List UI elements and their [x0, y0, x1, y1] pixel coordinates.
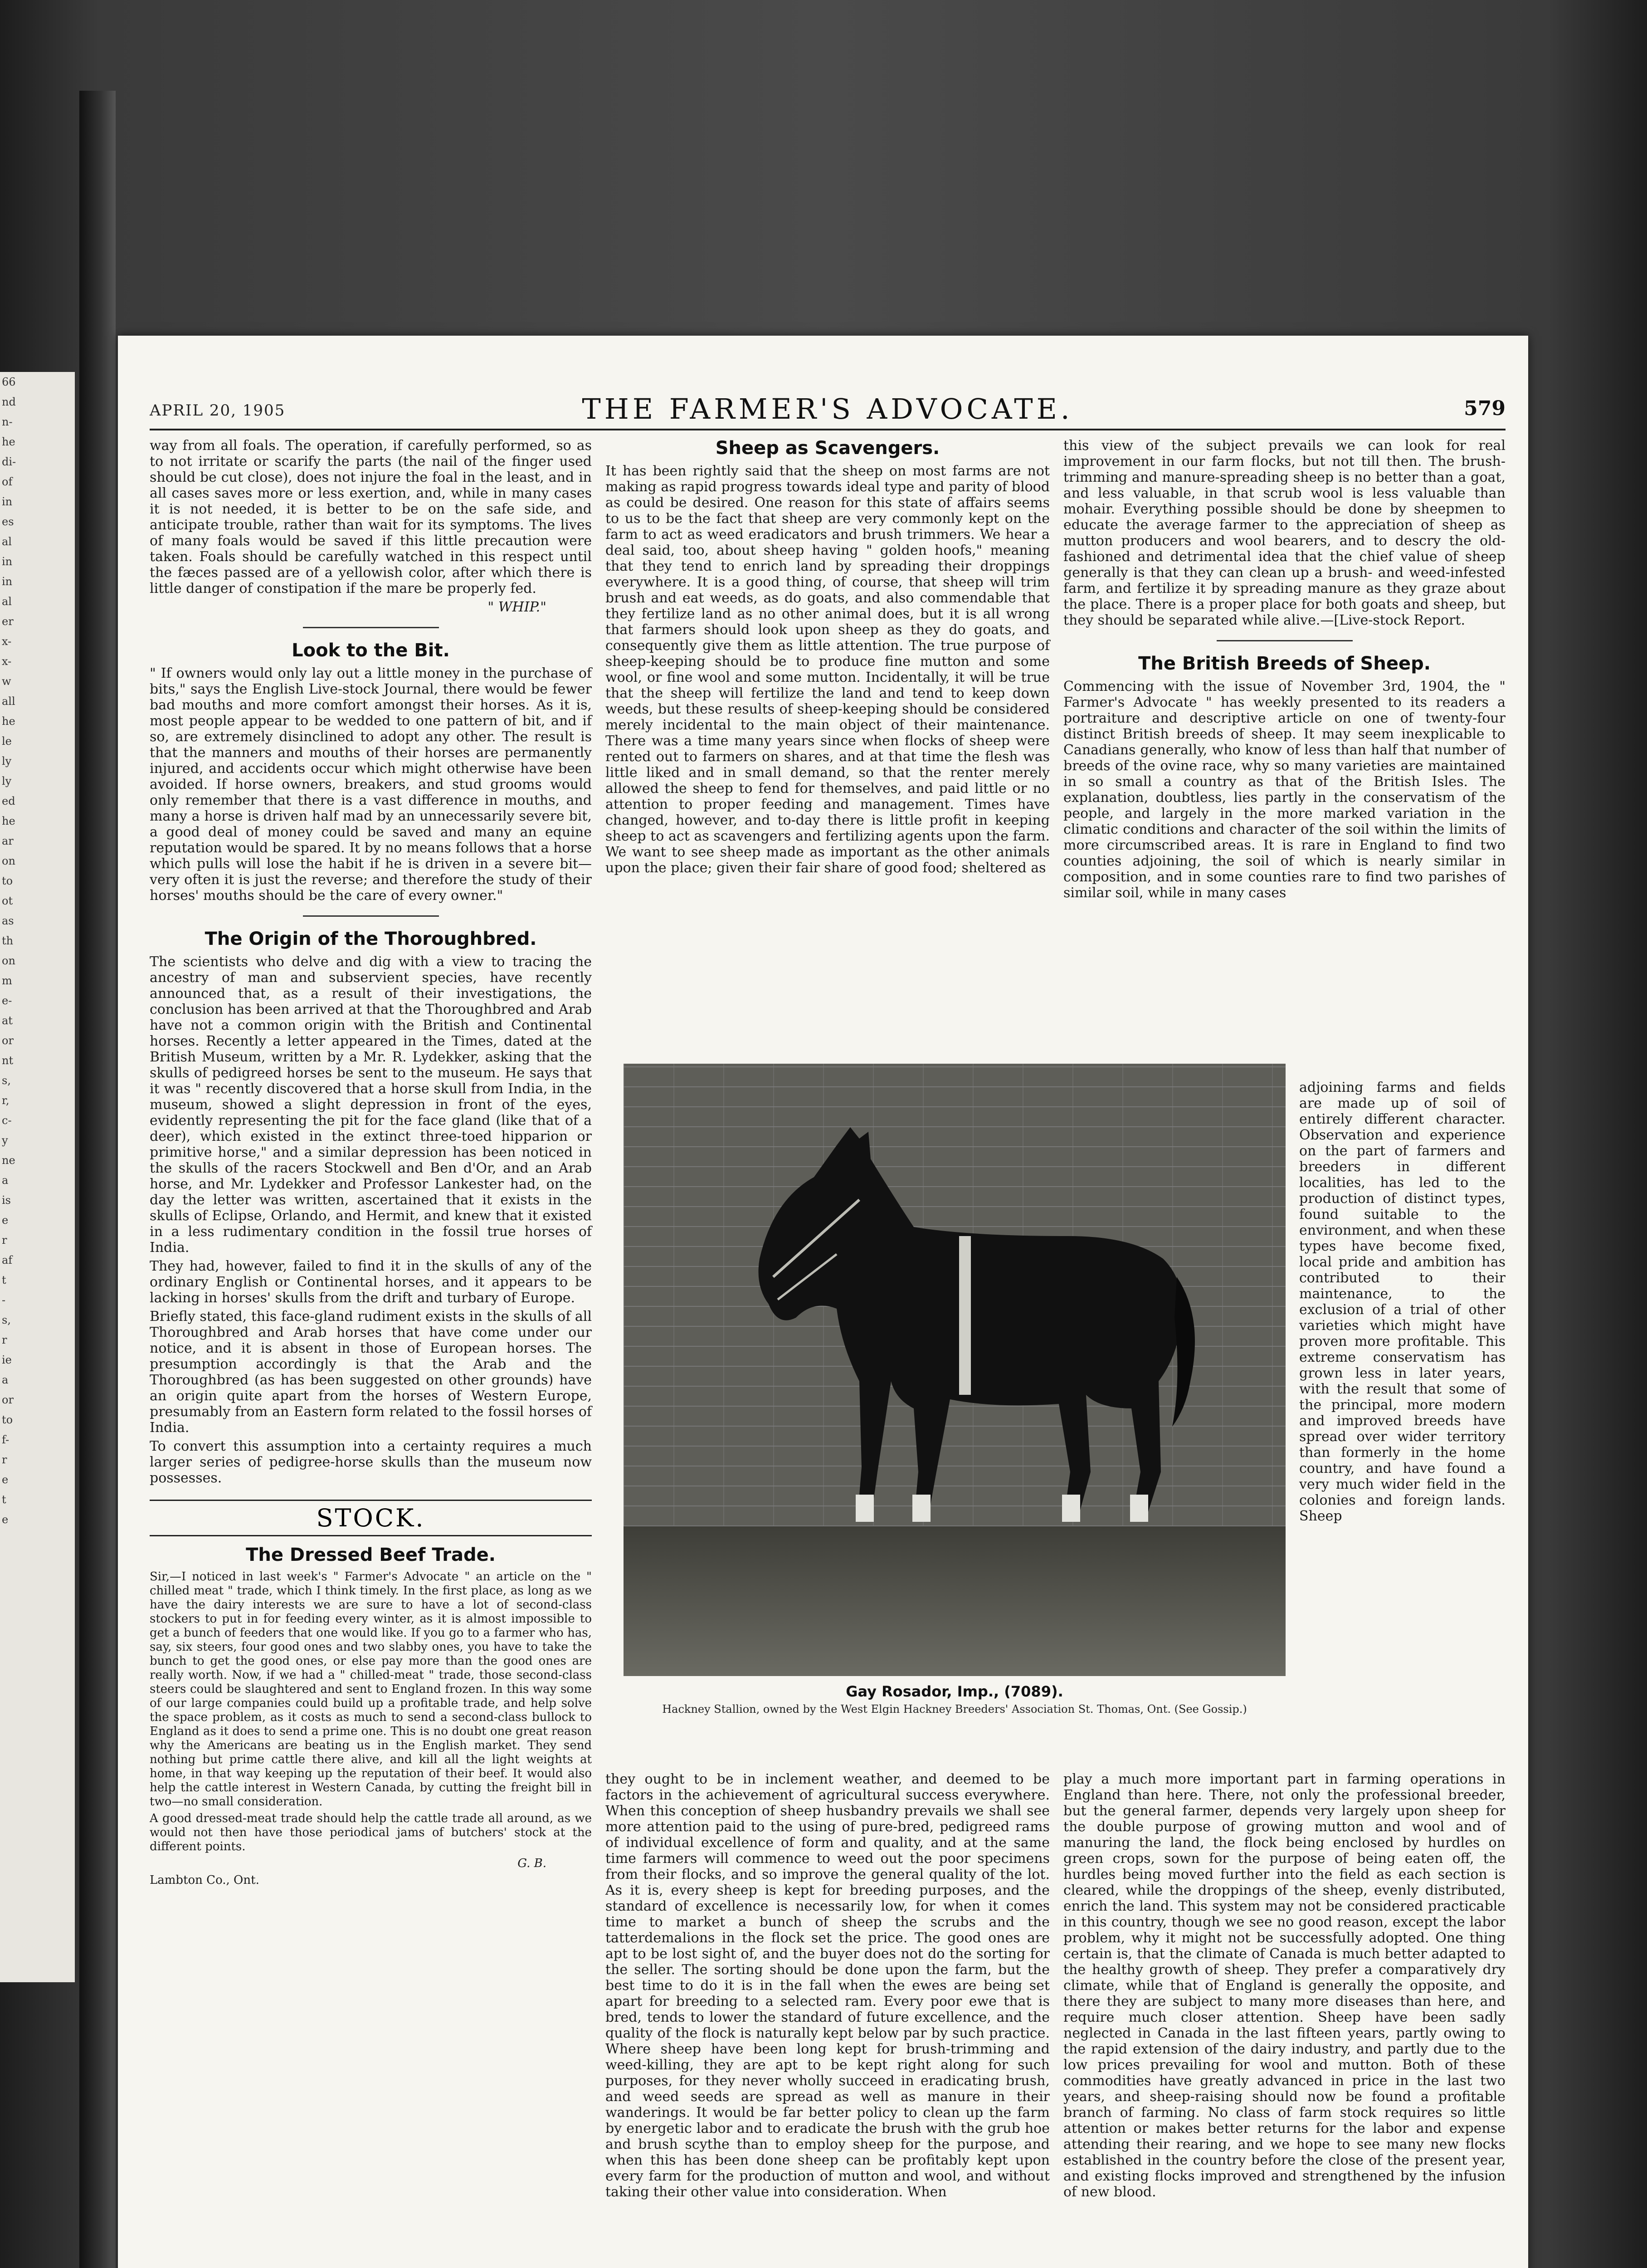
foal-article-text: way from all foals. The operation, if carefully performed, so as to not irritate or scarify the parts (the nail of the finger used should be cut close), does not injure the foal in the least, and in all cases saves more or less exertion, and, while in many cases it is not needed, it is better to be on the safe side, and anticipate trouble, rather than wait for its symptoms. The lives of many foals would be saved if this little precaution were taken. Foals should be carefully watched in this respect until the fæces passed are of a yellowish color, after which there is little danger of constipation if the mare be properly fed.: [150, 438, 592, 596]
fragment-text: ly: [2, 755, 12, 767]
fragment-text: ed: [2, 795, 15, 807]
fragment-text: a: [2, 1374, 9, 1386]
beef-article-signature: G. B.: [517, 1857, 546, 1870]
fragment-text: of: [2, 475, 13, 488]
leg-wrap: [856, 1495, 874, 1522]
sheep-article-continued: this view of the subject prevails we can look for real improvement in our farm flocks, but not till then. The brush-trimming and manure-spreading sheep is no better than a goat, and less valuable, in that scrub wool is less valuable than mohair. Everything possible should be done by sheepmen to educate the average farmer to the appreciation of sheep as mutton producers and wool bearers, and to descry the old-fashioned and detrimental idea that the chief value of sheep generally is that they can clean up a brush- and weed-infested farm, and fertilize it by spreading manure as they graze about the place. There is a proper place for both goats and sheep, but they should be separated while alive.—[Live-stock Report.: [1063, 438, 1506, 628]
horse-photograph: [624, 1064, 1286, 1676]
fragment-text: m: [2, 974, 12, 987]
breeds-article-text: Commencing with the issue of November 3rd, 1904, the " Farmer's Advocate " has weekly presented to its readers a portraiture and descriptive article on one of twenty-four distinct British breeds of sheep. It may seem inexplicable to Canadians generally, who know of less than half that number of breeds of the ovine race, why so many varieties are maintained in so small a country as that of the British Isles. The explanation, doubtless, lies partly in the conservatism of the people, and largely in the more marked variation in the climatic conditions and character of the soil within the limits of more circumscribed areas. It is rare in England to find two counties adjoining, the soil of which is nearly similar in composition, and in some counties rare to find two parishes of similar soil, while in many cases: [1063, 679, 1506, 901]
fragment-text: a: [2, 1174, 9, 1187]
fragment-text: ot: [2, 894, 13, 907]
fragment-text: es: [2, 515, 14, 528]
divider: [1217, 640, 1353, 641]
origin-article-paragraph: The scientists who delve and dig with a view to tracing the ancestry of man and subservient species, have recently announced that, as a result of their investigations, the conclusion has been arrived at that the Thoroughbred and Arab have not a common origin with the British and Continental horses. Recently a letter appeared in the Times, dated at the British Museum, written by a Mr. R. Lydekker, asking that the skulls of pedigreed horses be sent to the museum. He says that it was " recently discovered that a horse skull from India, in the museum, showed a slight depression in front of the eyes, evidently representing the pit for the face gland (like that of a deer), which existed in the extinct three-toed hipparion or primitive horse," and a similar depression has been noticed in the skulls of the racers Stockwell and Ben d'Or, and an Arab horse, and Mr. Lydekker and Professor Lankester had, on the day the letter was written, ascertained that it exists in the skulls of Eclipse, Orlando, and Hermit, and knew that it existed in a less rudimentary condition in the fossil true horses of India.: [150, 954, 592, 1256]
fragment-text: is: [2, 1194, 11, 1207]
fragment-text: x-: [2, 635, 12, 648]
breeds-article-title: The British Breeds of Sheep.: [1138, 653, 1431, 674]
caption-title: Gay Rosador, Imp., (7089).: [846, 1683, 1063, 1700]
fragment-text: n-: [2, 415, 13, 428]
origin-article-paragraph: They had, however, failed to find it in the skulls of any of the ordinary English or Continental horses, and it appears to be lacking in horses' skulls from the drift and turbary of Europe.: [150, 1258, 592, 1306]
fragment-text: r: [2, 1453, 7, 1466]
leg-wrap: [1130, 1495, 1148, 1522]
hackney-stallion-figure: [624, 1064, 1286, 1676]
beef-article-body: [150, 1570, 592, 1887]
fragment-text: on: [2, 954, 15, 967]
masthead-title: THE FARMER'S ADVOCATE.: [582, 392, 1073, 425]
fragment-text: 66: [2, 376, 16, 388]
beef-article-paragraph: A good dressed-meat trade should help the cattle trade all around, as we would not then have those periodical jams of butchers' stock at the different points.: [150, 1812, 592, 1853]
fragment-text: in: [2, 555, 13, 568]
fragment-text: he: [2, 815, 15, 827]
fragment-text: or: [2, 1034, 14, 1047]
fragment-text: ie: [2, 1354, 12, 1366]
origin-article-paragraph: To convert this assumption into a certainty requires a much larger series of pedigree-horse skulls than the museum now possesses.: [150, 1438, 592, 1486]
sheep-article-continued-text: they ought to be in inclement weather, and deemed to be factors in the achievement of agricultural success everywhere. When this conception of sheep husbandry prevails we shall see more attention paid to the using of pure-bred, pedigreed rams of individual excellence of form and quality, and at the same time farmers will commence to weed out the poor specimens from their flocks, and so improve the general quality of the lot. As it is, every sheep is kept for breeding purposes, and the standard of excellence is necessarily low, for when it comes time to market a bunch of sheep the scrubs and the tatterdemalions in the flock set the price. The good ones are apt to be lost sight of, and the buyer does not do the sorting for the seller. The sorting should be done upon the farm, but the best time to do it is in the fall when the ewes are being set apart for breeding to a selected ram. Every poor ewe that is bred, tends to lower the standard of future excellence, and the quality of the flock is naturally kept below par by such practice. Where sheep have been long kept for brush-trimming and weed-killing, they are apt to be kept right along for such purposes, for they never wholly succeed in eradicating brush, and weed seeds are spread as well as manure in their wanderings. It would be far better policy to clean up the farm by energetic labor and to eradicate the brush with the grub hoe and brush scythe than to employ sheep for the purpose, and when this has been done sheep can be profitably kept upon every farm for the production of mutton and wool, and without taking their other value into consideration. When: [605, 1771, 1050, 2200]
page-number: 579: [1464, 397, 1506, 420]
page-binding: [79, 91, 116, 2268]
fragment-text: at: [2, 1014, 13, 1027]
fragment-text: r: [2, 1234, 7, 1246]
beef-article-paragraph: Sir,—I noticed in last week's " Farmer's Advocate " an article on the " chilled meat " trade, which I think timely. In the first place, as long as we have the dairy interests we are sure to have a lot of second-class stockers to put in for feeding every winter, as it is almost impossible to get a bunch of feeders that one would like. If you go to a farmer who has, say, six steers, four good ones and two slabby ones, you have to take the bunch to get the good ones, or else pay more than the good ones are really worth. Now, if we had a " chilled-meat " trade, those second-class steers could be slaughtered and sent to England frozen. In this way some of our large companies could build up a profitable trade, and help solve the space problem, as it costs as much to send a second-class bullock to England as it does to send a prime one. This is no doubt one great reason why the Americans are beating us in the English market. They send nothing but prime cattle there alive, and kill all the light weights at home, in that way keeping up the reputation of their beef. It would also help the cattle interest in Western Canada, by cutting the freight bill in two—no small consideration.: [150, 1570, 592, 1809]
origin-article-title: The Origin of the Thoroughbred.: [205, 929, 537, 949]
bit-article-title: Look to the Bit.: [292, 640, 450, 661]
beef-article-place: Lambton Co., Ont.: [150, 1873, 259, 1887]
fragment-text: di-: [2, 455, 16, 468]
photo-caption: [624, 1683, 1286, 1716]
fragment-text: r,: [2, 1094, 10, 1107]
sheep-article-lower-left: [605, 1771, 1050, 2200]
previous-page-fragment: [0, 372, 75, 1982]
fragment-text: er: [2, 615, 14, 628]
header-rule: [150, 429, 1506, 430]
fragment-text: r: [2, 1334, 7, 1346]
fragment-text: le: [2, 735, 12, 748]
fragment-text: all: [2, 695, 15, 708]
fragment-text: he: [2, 435, 15, 448]
fragment-text: ar: [2, 835, 14, 847]
fragment-text: as: [2, 914, 14, 927]
column-2: [605, 438, 1050, 879]
page-header: [150, 392, 1506, 429]
fragment-text: e: [2, 1513, 9, 1526]
fragment-text: e: [2, 1214, 9, 1227]
origin-article-paragraph: Briefly stated, this face-gland rudiment exists in the skulls of all Thoroughbred and Arab horses that have come under our notice, and it is absent in those of European horses. The presumption accordingly is that the Arab and the Thoroughbred (as has been suggested on other grounds) have an origin quite apart from the horses of Western Europe, presumably from an Eastern form related to the fossil horses of India.: [150, 1309, 592, 1436]
column-1: [150, 438, 592, 1890]
leg-wrap: [912, 1495, 931, 1522]
beef-article-title: The Dressed Beef Trade.: [246, 1545, 496, 1565]
sheep-article-title: Sheep as Scavengers.: [715, 438, 940, 459]
fragment-text: f-: [2, 1433, 10, 1446]
divider: [303, 627, 439, 628]
issue-date: APRIL 20, 1905: [150, 401, 286, 420]
stock-section-header: STOCK.: [150, 1500, 592, 1536]
fragment-text: ly: [2, 775, 12, 787]
fragment-text: he: [2, 715, 15, 728]
fragment-text: t: [2, 1493, 6, 1506]
fragment-text: or: [2, 1393, 14, 1406]
sheep-article-text: It has been rightly said that the sheep on most farms are not making as rapid progress towards ideal type and parity of blood as could be desired. One reason for this state of affairs seems to us to be the fact that sheep are very commonly kept on the farm to act as weed eradicators and brush trimmers. We hear a deal said, too, about sheep having " golden hoofs," meaning that they tend to enrich land by spreading their droppings everywhere. It is a good thing, of course, that sheep will trim brush and eat weeds, as do goats, and also commendable that they fertilize land as no other animal does, but it is all wrong that farmers should look upon sheep as they do goats, and consequently give them as little attention. The true purpose of sheep-keeping should be to produce fine mutton and some wool, or fine wool and some mutton. Incidentally, it will be true that the sheep will fertilize the land and tend to keep down weeds, but these results of sheep-keeping should be considered merely incidental to the main object of their maintenance. There was a time many years since when flocks of sheep were rented out to farmers on shares, and at that time the flesh was little liked and in small demand, so that the renter merely allowed the sheep to fend for themselves, and paid little or no attention to proper feeding and management. Times have changed, however, and to-day there is little profit in keeping sheep to act as scavengers and fertilizing agents upon the farm. We want to see sheep made as important as the other animals upon the place; given their fair share of good food; sheltered as: [605, 463, 1050, 876]
fragment-text: x-: [2, 655, 12, 668]
fragment-text: e: [2, 1473, 9, 1486]
breeds-article-narrow-column: [1299, 1080, 1506, 1524]
breeds-article-continued-text: play a much more important part in farming operations in England than here. There, not only the professional breeder, but the general farmer, depends very largely upon sheep for the double purpose of growing mutton and wool and of manuring the land, the flock being enclosed by hurdles on green crops, sown for the purpose of being eaten off, the hurdles being moved further into the field as each section is cleared, while the droppings of the sheep, evenly distributed, enrich the land. This system may not be considered practicable in this country, though we see no good reason, except the labor problem, why it might not be successfully adopted. One thing certain is, that the climate of Canada is much better adapted to the healthy growth of sheep. They prefer a comparatively dry climate, while that of England is generally the opposite, and there they are subject to many more diseases than here, and require much closer attention. Sheep have been sadly neglected in Canada in the last fifteen years, partly owing to the rapid extension of the dairy industry, and partly due to the low prices prevailing for wool and mutton. Both of these commodities have greatly advanced in price in the last two years, and sheep-raising should now be found a profitable branch of farming. No class of farm stock requires so little attention or makes better returns for the labor and expense attending their rearing, and we hope to see many new flocks established in the country before the close of the present year, and existing flocks improved and strengthened by the infusion of new blood.: [1063, 1771, 1506, 2200]
breeds-article-lower-right: [1063, 1771, 1506, 2200]
fragment-text: to: [2, 875, 13, 887]
horse-tail: [1172, 1277, 1195, 1427]
divider: [303, 915, 439, 917]
caption-subtitle: Hackney Stallion, owned by the West Elgin Hackney Breeders' Association St. Thomas, Ont. (See Gossip.): [662, 1703, 1247, 1716]
fragment-text: al: [2, 595, 12, 608]
leg-wrap: [1062, 1495, 1080, 1522]
fragment-text: t: [2, 1274, 6, 1286]
fragment-text: e-: [2, 994, 12, 1007]
fragment-text: c-: [2, 1114, 12, 1127]
fragment-text: s,: [2, 1314, 11, 1326]
fragment-text: af: [2, 1254, 13, 1266]
fragment-text: y: [2, 1134, 8, 1147]
fragment-text: ne: [2, 1154, 15, 1167]
fragment-text: th: [2, 934, 14, 947]
fragment-text: w: [2, 675, 11, 688]
fragment-text: on: [2, 855, 15, 867]
newspaper-page: [118, 336, 1528, 2268]
foal-article-signature: " WHIP.": [487, 599, 546, 615]
fragment-text: in: [2, 575, 13, 588]
breeds-article-continued: adjoining farms and fields are made up of soil of entirely different character. Observation and experience on the part of farmers and breeders in different localities, has led to the production of distinct types, found suitable to the environment, and when these types have become fixed, local pride and ambition has contributed to their maintenance, to the exclusion of a trial of other varieties which might have proven more profitable. This extreme conservatism has grown less in later years, with the result that some of the principal, more modern and improved breeds have spread over wider territory than formerly in the home country, and have found a very much wider field in the colonies and foreign lands. Sheep: [1299, 1080, 1506, 1524]
fragment-text: s,: [2, 1074, 11, 1087]
bit-article-text: " If owners would only lay out a little money in the purchase of bits," says the English Live-stock Journal, there would be fewer bad mouths and more comfort amongst their horses. As it is, most people appear to be wedded to one pattern of bit, and if so, are extremely disinclined to adopt any other. The result is that the manners and mouths of their horses are permanently injured, and accidents occur which might otherwise have been avoided. If horse owners, breakers, and stud grooms would only remember that there is a vast difference in mouths, and many a horse is driven half mad by an unnecessarily severe bit, a good deal of money could be saved and many an equine reputation would be spared. It by no means follows that a horse which pulls will lose the habit if he is driven in a severe bit—very often it is just the reverse; and therefore the study of their horses' mouths should be the care of every owner.": [150, 665, 592, 904]
fragment-text: -: [2, 1294, 6, 1306]
fragment-text: to: [2, 1413, 13, 1426]
harness-strap: [959, 1236, 971, 1395]
fragment-text: in: [2, 495, 13, 508]
fragment-text: al: [2, 535, 12, 548]
column-3: [1063, 438, 1506, 904]
fragment-text: nt: [2, 1054, 14, 1067]
fragment-text: nd: [2, 396, 16, 408]
